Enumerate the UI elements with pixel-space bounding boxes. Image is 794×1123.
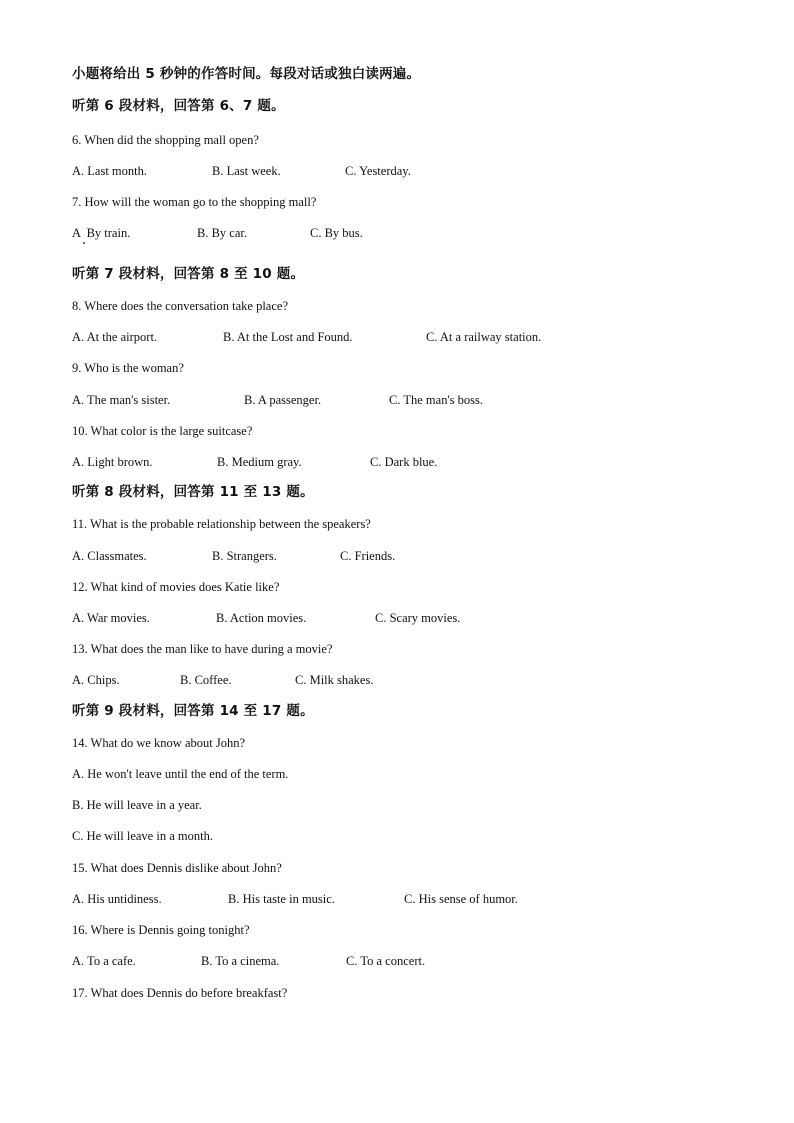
option-a: A. To a cafe. (72, 954, 136, 968)
section-heading: 听第 6 段材料，回答第 6、7 题。 (72, 98, 285, 114)
option-c: C. To a concert. (346, 954, 426, 968)
question-6: 6. When did the shopping mall open? (72, 133, 259, 147)
option-b: B. To a cinema. (201, 954, 280, 968)
option-c: C. His sense of humor. (404, 892, 518, 906)
option-b: B. Last week. (212, 164, 281, 178)
option-c: C. At a railway station. (426, 330, 542, 344)
section-heading: 听第 8 段材料，回答第 11 至 13 题。 (72, 484, 314, 500)
option-a: A. At the airport. (72, 330, 158, 344)
option-c: C. Friends. (340, 549, 396, 563)
option-a: A. Light brown. (72, 455, 153, 469)
option-a: A. His untidiness. (72, 892, 162, 906)
question-7: 7. How will the woman go to the shopping mall? (72, 195, 317, 209)
option-c: C. Scary movies. (375, 611, 461, 625)
question-9: 9. Who is the woman? (72, 361, 184, 375)
option-a: A. The man's sister. (72, 393, 171, 407)
section-heading: 听第 9 段材料，回答第 14 至 17 题。 (72, 703, 314, 719)
option-c: C. He will leave in a month. (72, 829, 213, 843)
question-16: 16. Where is Dennis going tonight? (72, 923, 250, 937)
question-14: 14. What do we know about John? (72, 736, 246, 750)
option-a: A. Last month. (72, 164, 147, 178)
option-b: B. A passenger. (244, 393, 322, 407)
option-b: B. At the Lost and Found. (223, 330, 353, 344)
question-13: 13. What does the man like to have during a movie? (72, 642, 333, 656)
intro-text: 小题将给出 5 秒钟的作答时间。每段对话或独白读两遍。 (72, 66, 421, 82)
question-17: 17. What does Dennis do before breakfast? (72, 986, 288, 1000)
option-c: C. Dark blue. (370, 455, 438, 469)
option-b: B. By car. (197, 226, 247, 240)
question-10: 10. What color is the large suitcase? (72, 424, 253, 438)
question-8: 8. Where does the conversation take place? (72, 299, 288, 313)
option-b: B. Action movies. (216, 611, 307, 625)
stray-dot-mark (83, 242, 85, 244)
section-heading: 听第 7 段材料，回答第 8 至 10 题。 (72, 266, 305, 282)
option-c: C. Milk shakes. (295, 673, 374, 687)
option-b: B. Strangers. (212, 549, 277, 563)
option-a: A. Chips. (72, 673, 120, 687)
option-a: A By train. (72, 226, 131, 240)
question-12: 12. What kind of movies does Katie like? (72, 580, 280, 594)
question-15: 15. What does Dennis dislike about John? (72, 861, 282, 875)
option-b: B. Medium gray. (217, 455, 302, 469)
option-a: A. War movies. (72, 611, 150, 625)
option-b: B. Coffee. (180, 673, 232, 687)
option-c: C. The man's boss. (389, 393, 484, 407)
question-11: 11. What is the probable relationship between the speakers? (72, 517, 371, 531)
option-c: C. Yesterday. (345, 164, 411, 178)
option-b: B. His taste in music. (228, 892, 335, 906)
option-b: B. He will leave in a year. (72, 798, 202, 812)
option-a: A. Classmates. (72, 549, 147, 563)
option-a: A. He won't leave until the end of the term. (72, 767, 289, 781)
option-c: C. By bus. (310, 226, 363, 240)
